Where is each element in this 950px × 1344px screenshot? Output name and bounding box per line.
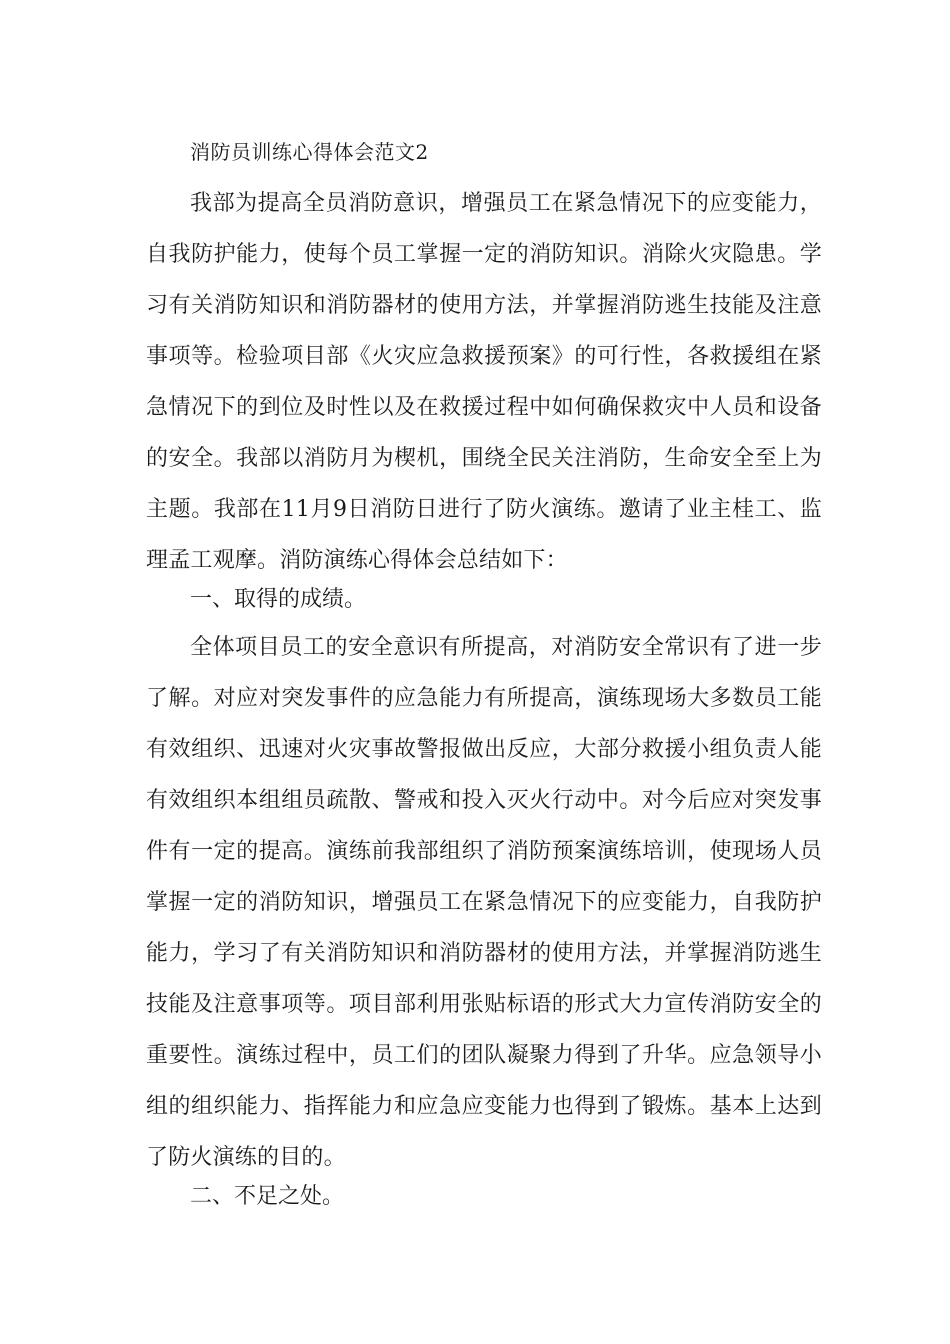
paragraph-intro: 我部为提高全员消防意识，增强员工在紧急情况下的应变能力，自我防护能力，使每个员工掌握一定的消防知识。消除火灾隐患。学习有关消防知识和消防器材的使用方法，并掌握消防逃生技能及注意事项等。检验项目部《火灾应急救援预案》的可行性，各救援组在紧急情况下的到位及时性以及在救援过程中如何确保救灾中人员和设备的安全。我部以消防月为楔机，围绕全民关注消防，生命安全至上为主题。我部在11月9日消防日进行了防火演练。邀请了业主桂工、监理孟工观摩。消防演练心得体会总结如下： [146, 191, 822, 573]
section-heading-achievements: 一、取得的成绩。 [190, 587, 367, 612]
section-heading-shortcomings: 二、不足之处。 [190, 1184, 345, 1209]
document-title: 消防员训练心得体会范文2 [190, 140, 429, 164]
paragraph-achievements: 全体项目员工的安全意识有所提高，对消防安全常识有了进一步了解。对应对突发事件的应急能力有所提高，演练现场大多数员工能有效组织、迅速对火灾事故警报做出反应，大部分救援小组负责人能有效组织本组组员疏散、警戒和投入灭火行动中。对今后应对突发事件有一定的提高。演练前我部组织了消防预案演练培训，使现场人员掌握一定的消防知识，增强员工在紧急情况下的应变能力，自我防护能力，学习了有关消防知识和消防器材的使用方法，并掌握消防逃生技能及注意事项等。项目部利用张贴标语的形式大力宣传消防安全的重要性。演练过程中，员工们的团队凝聚力得到了升华。应急领导小组的组织能力、指挥能力和应急应变能力也得到了锻炼。基本上达到了防火演练的目的。 [146, 635, 822, 1170]
